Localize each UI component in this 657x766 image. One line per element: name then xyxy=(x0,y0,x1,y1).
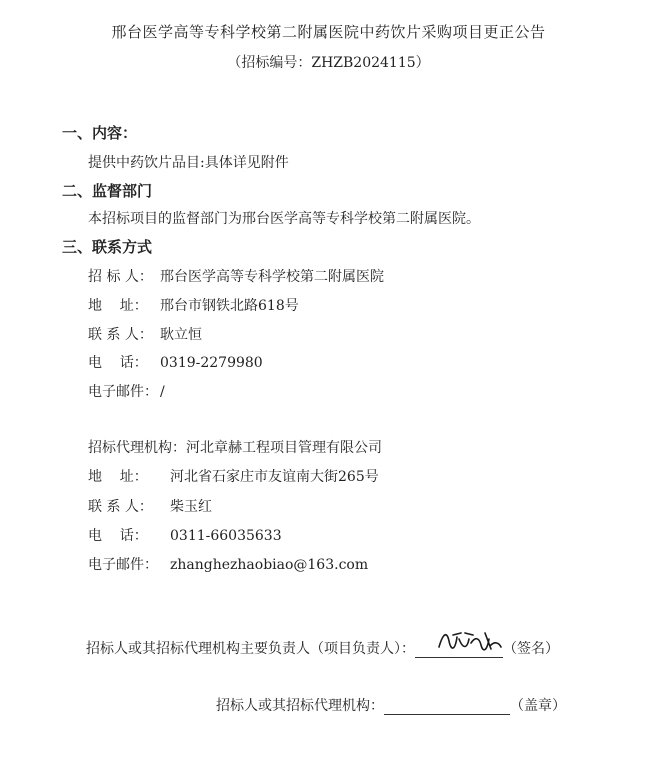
agency-person-label: 联 系 人： xyxy=(88,499,153,515)
tenderer-name-value: 邢台医学高等专科学校第二附属医院 xyxy=(160,269,384,285)
agency-email-row xyxy=(88,554,368,574)
agency-person-value: 柴玉红 xyxy=(170,499,212,515)
org-label: 招标人或其招标代理机构： xyxy=(216,698,384,714)
tenderer-person-value: 耿立恒 xyxy=(160,327,202,343)
tenderer-address-value: 邢台市钢铁北路618号 xyxy=(160,298,299,314)
handwritten-signature xyxy=(435,627,505,657)
document-title: 邢台医学高等专科学校第二附属医院中药饮片采购项目更正公告 xyxy=(111,23,546,41)
agency-address-value: 河北省石家庄市友谊南大街265号 xyxy=(170,469,379,485)
tenderer-person-row xyxy=(88,324,202,344)
tenderer-email-row xyxy=(88,381,165,401)
tenderer-email-value: / xyxy=(160,384,165,400)
agency-name-row xyxy=(88,437,382,457)
agency-person-row xyxy=(88,496,212,516)
tenderer-phone-label: 电 话： xyxy=(88,355,148,371)
tenderer-phone-value: 0319-2279980 xyxy=(160,355,263,371)
agency-name-label: 招标代理机构： xyxy=(88,440,186,456)
section-content-text: 提供中药饮片品目:具体详见附件 xyxy=(88,155,289,171)
responsible-signature-row xyxy=(86,638,559,658)
tenderer-person-label: 联 系 人： xyxy=(88,327,153,343)
responsible-suffix: （签名） xyxy=(503,641,559,657)
tenderer-address-label: 地 址： xyxy=(88,298,148,314)
agency-phone-value: 0311-66035633 xyxy=(170,528,282,544)
tenderer-phone-row xyxy=(88,352,263,372)
signature-blank xyxy=(415,643,503,658)
agency-email-value: zhanghezhaobiao@163.com xyxy=(170,557,369,573)
tenderer-name-row xyxy=(88,266,384,286)
agency-phone-label: 电 话： xyxy=(88,528,148,544)
agency-address-row xyxy=(88,466,379,486)
tenderer-email-label: 电子邮件： xyxy=(88,384,158,400)
section-supervision-heading: 二、监督部门 xyxy=(62,182,153,200)
seal-blank xyxy=(384,700,510,715)
section-supervision-text: 本招标项目的监督部门为邢台医学高等专科学校第二附属医院。 xyxy=(88,211,480,227)
section-content-heading: 一、内容： xyxy=(62,124,138,142)
org-seal-row xyxy=(216,695,566,715)
tenderer-name-label: 招 标 人： xyxy=(88,269,153,285)
tenderer-address-row xyxy=(88,295,299,315)
agency-email-label: 电子邮件： xyxy=(88,557,158,573)
org-suffix: （盖章） xyxy=(510,698,566,714)
responsible-label: 招标人或其招标代理机构主要负责人（项目负责人）： xyxy=(86,641,415,657)
agency-address-label: 地 址： xyxy=(88,469,148,485)
section-contact-heading: 三、联系方式 xyxy=(62,238,153,256)
agency-phone-row xyxy=(88,525,282,545)
tender-number: （招标编号：ZHZB2024115） xyxy=(227,55,430,71)
agency-name-value: 河北章赫工程项目管理有限公司 xyxy=(186,440,382,456)
